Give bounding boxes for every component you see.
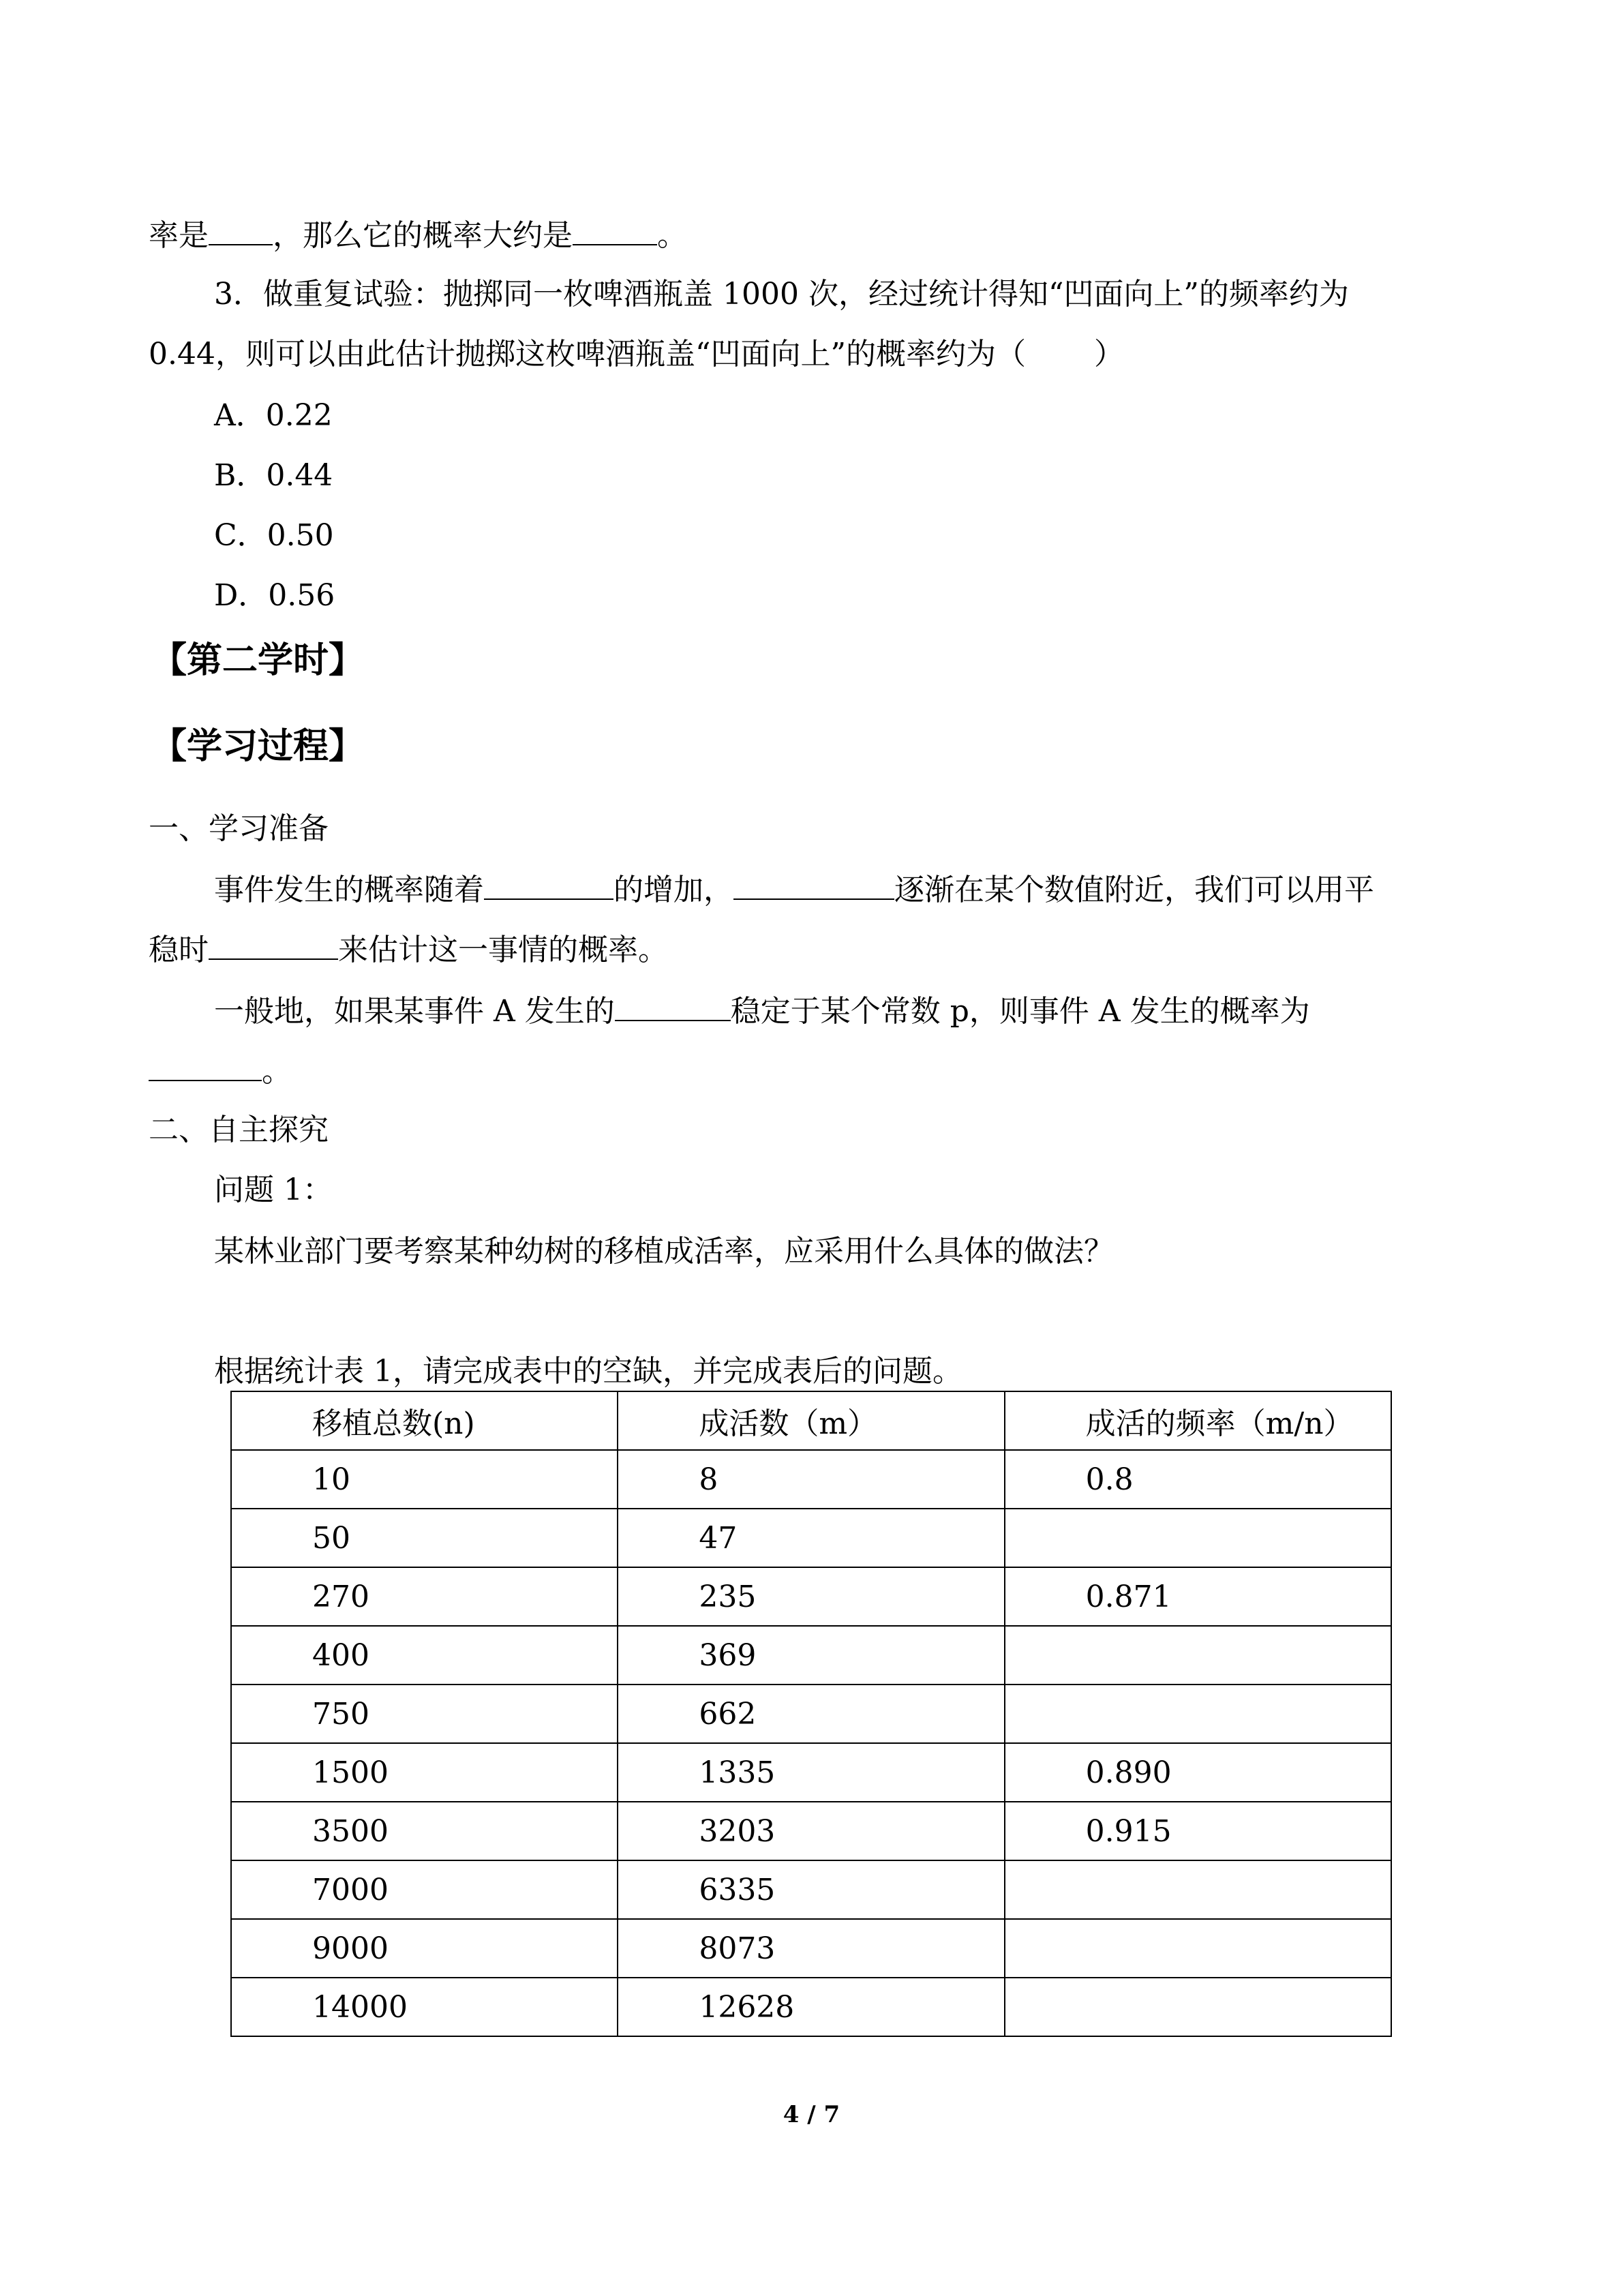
table-row — [231, 1626, 1391, 1685]
problem-text: 某林业部门要考察某种幼树的移植成活率，应采用什么具体的做法？ — [214, 1234, 1114, 1269]
option-b: B．0.44 — [214, 458, 333, 493]
cell-frequency[interactable] — [1005, 1509, 1391, 1567]
table-intro: 根据统计表 1，请完成表中的空缺，并完成表后的问题。 — [214, 1354, 962, 1389]
table-row — [231, 1860, 1391, 1919]
fragment-text-2: ，那么它的概率大约是 — [273, 218, 573, 253]
cell-frequency[interactable]: 0.890 — [1005, 1743, 1391, 1802]
cell-frequency[interactable]: 0.8 — [1005, 1450, 1391, 1509]
cell-survived: 6335 — [618, 1860, 1004, 1919]
cell-total: 50 — [231, 1509, 618, 1567]
cell-frequency[interactable] — [1005, 1685, 1391, 1743]
para-text: 逐渐在某个数值附近，我们可以用平 — [894, 873, 1374, 907]
column-header-frequency: 成活的频率（m/n） — [1005, 1391, 1391, 1450]
cell-total: 14000 — [231, 1978, 618, 2036]
para-text: 事件发生的概率随着 — [214, 873, 484, 907]
option-a: A．0.22 — [214, 398, 333, 433]
question3-line2-close: ） — [1093, 337, 1124, 372]
column-header-survived: 成活数（m） — [618, 1391, 1004, 1450]
cell-total: 3500 — [231, 1802, 618, 1860]
cell-survived: 1335 — [618, 1743, 1004, 1802]
page-number: 4 / 7 — [783, 2101, 840, 2128]
heading-learning-process: 【学习过程】 — [151, 726, 365, 767]
survival-rate-table — [230, 1391, 1392, 2037]
cell-survived: 3203 — [618, 1802, 1004, 1860]
section1-para1-line1 — [214, 868, 1374, 911]
para-text: 。 — [262, 1054, 292, 1089]
cell-total: 400 — [231, 1626, 618, 1685]
question3-line1: 3．做重复试验：抛掷同一枚啤酒瓶盖 1000 次，经过统计得知“凹面向上”的频率约为 — [214, 277, 1349, 312]
question3-line2 — [149, 334, 1124, 375]
cell-total: 10 — [231, 1450, 618, 1509]
cell-frequency[interactable] — [1005, 1860, 1391, 1919]
cell-survived: 47 — [618, 1509, 1004, 1567]
cell-survived: 8 — [618, 1450, 1004, 1509]
section1-para2-line1 — [214, 990, 1310, 1032]
para-text: 的增加， — [613, 873, 733, 907]
question3-line2-text: 0.44，则可以由此估计抛掷这枚啤酒瓶盖“凹面向上”的概率约为（ — [149, 337, 1026, 372]
heading-second-lesson: 【第二学时】 — [151, 640, 365, 681]
answer-blank[interactable] — [209, 214, 273, 245]
cell-survived: 8073 — [618, 1919, 1004, 1978]
cell-frequency[interactable] — [1005, 1626, 1391, 1685]
table-row — [231, 1978, 1391, 2036]
problem-label: 问题 1： — [214, 1173, 333, 1207]
table-row — [231, 1509, 1391, 1567]
cell-survived: 12628 — [618, 1978, 1004, 2036]
table-row — [231, 1743, 1391, 1802]
answer-blank[interactable] — [209, 928, 338, 960]
cell-frequency[interactable]: 0.871 — [1005, 1567, 1391, 1626]
table-row — [231, 1450, 1391, 1509]
para-text: 稳定于某个常数 p，则事件 A 发生的概率为 — [730, 994, 1310, 1029]
cell-total: 270 — [231, 1567, 618, 1626]
answer-blank[interactable] — [733, 868, 894, 900]
cell-total: 1500 — [231, 1743, 618, 1802]
cell-frequency[interactable]: 0.915 — [1005, 1802, 1391, 1860]
column-header-total: 移植总数(n) — [231, 1391, 618, 1450]
section1-para2-line2 — [149, 1050, 292, 1092]
para-text: 一般地，如果某事件 A 发生的 — [214, 994, 615, 1029]
para-text: 稳时 — [149, 933, 209, 967]
section2-title: 二、自主探究 — [149, 1113, 329, 1147]
cell-frequency[interactable] — [1005, 1919, 1391, 1978]
fragment-text-1: 率是 — [149, 218, 209, 253]
answer-blank[interactable] — [484, 868, 613, 900]
cell-frequency[interactable] — [1005, 1978, 1391, 2036]
table-row — [231, 1919, 1391, 1978]
table-header-row — [231, 1391, 1391, 1450]
table-row — [231, 1567, 1391, 1626]
question2-fragment — [149, 214, 687, 256]
fragment-text-3: 。 — [657, 218, 687, 253]
answer-blank[interactable] — [573, 214, 657, 245]
section1-title: 一、学习准备 — [149, 811, 329, 846]
cell-total: 9000 — [231, 1919, 618, 1978]
answer-blank[interactable] — [149, 1050, 262, 1081]
cell-total: 750 — [231, 1685, 618, 1743]
cell-survived: 662 — [618, 1685, 1004, 1743]
para-text: 来估计这一事情的概率。 — [338, 933, 668, 967]
cell-survived: 235 — [618, 1567, 1004, 1626]
cell-survived: 369 — [618, 1626, 1004, 1685]
table-row — [231, 1685, 1391, 1743]
option-d: D．0.56 — [214, 578, 335, 613]
option-c: C．0.50 — [214, 518, 334, 553]
answer-blank[interactable] — [615, 990, 731, 1021]
cell-total: 7000 — [231, 1860, 618, 1919]
section1-para1-line2 — [149, 928, 668, 971]
table-row — [231, 1802, 1391, 1860]
